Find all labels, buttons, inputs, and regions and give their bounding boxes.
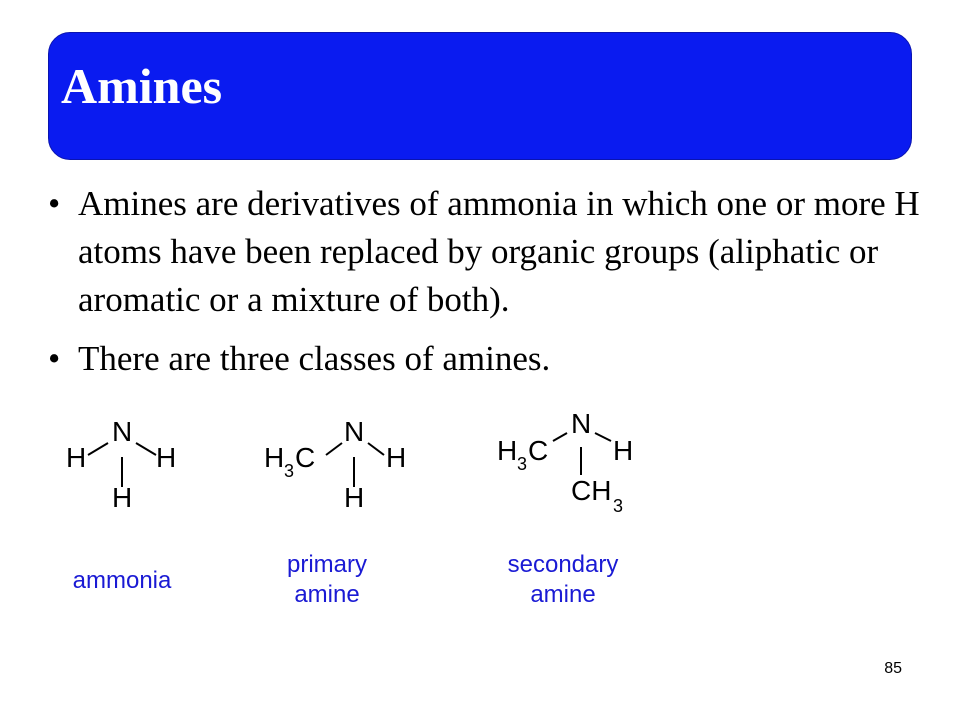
methyl-carbon: C <box>295 442 316 473</box>
bullet-icon: • <box>48 184 61 223</box>
hydrogen-atom: H <box>156 442 177 473</box>
bullet-item <box>48 335 928 383</box>
bullet-text: There are three classes of amines. <box>78 339 551 378</box>
bullet-icon: • <box>48 339 61 378</box>
hydrogen-atom: H <box>112 482 133 513</box>
secondary-amine-structure <box>495 408 655 523</box>
caption-line: amine <box>294 581 360 608</box>
slide-title: Amines <box>61 58 223 114</box>
methyl-subscript: 3 <box>517 454 528 474</box>
title-bar <box>48 32 912 160</box>
methyl-hydrogen: H <box>264 442 285 473</box>
methyl-group: CH <box>571 475 612 506</box>
hydrogen-atom: H <box>344 482 365 513</box>
methyl-carbon: C <box>528 435 549 466</box>
ammonia-structure <box>60 415 190 515</box>
caption-line: amine <box>530 581 596 608</box>
page-number: 85 <box>884 660 902 677</box>
hydrogen-atom: H <box>386 442 407 473</box>
bullet-item <box>48 180 928 324</box>
methyl-hydrogen: H <box>497 435 518 466</box>
bullet-text: Amines are derivatives of ammonia in which one or more H atoms have been replaced by organic groups (aliphatic or aromatic or a mixture of both). <box>78 184 920 319</box>
primary-amine-caption <box>262 550 392 610</box>
ammonia-caption: ammonia <box>72 567 172 594</box>
caption-line: secondary <box>507 551 619 578</box>
nitrogen-atom: N <box>112 416 133 447</box>
methyl-subscript: 3 <box>284 461 295 481</box>
secondary-amine-caption <box>478 550 648 610</box>
hydrogen-atom: H <box>66 442 87 473</box>
bullet-list <box>48 180 928 394</box>
nitrogen-atom: N <box>571 408 592 439</box>
nitrogen-atom: N <box>344 416 365 447</box>
methyl-subscript: 3 <box>613 496 624 516</box>
hydrogen-atom: H <box>613 435 634 466</box>
primary-amine-structure <box>262 415 422 515</box>
caption-line: primary <box>286 551 367 578</box>
